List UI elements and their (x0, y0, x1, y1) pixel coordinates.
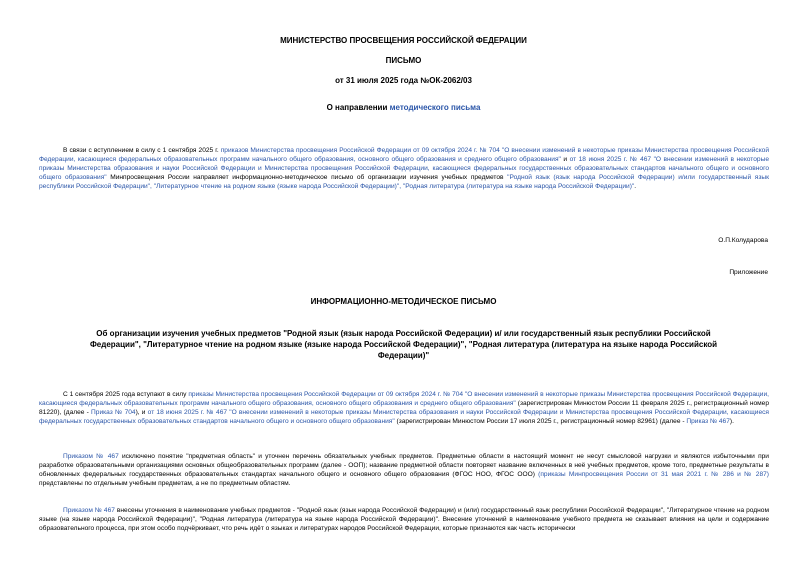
p1-order-704-link[interactable]: приказы Министерства просвещения Российской Федерации от 09 октября 2024 г. № 704 "О внесении изменений в некоторые приказы Министерства просвещения Российской Федерации, касающиеся федеральных образовательных программ начального общего образования, основного общего образования и среднего общего образования" (39, 391, 769, 407)
intro-text-1: В связи с вступлением в силу с 1 сентября 2025 г. (63, 147, 221, 154)
intro-text-3: Минпросвещения России направляет информационно-методическое письмо об организации изучения учебных предметов (106, 174, 508, 181)
p2-orders-286-287-link[interactable]: (приказы Минпросвещения России от 31 мая 2021 г. № 286 и № 287) (538, 471, 769, 478)
doc-type-heading: ПИСЬМО (385, 56, 422, 65)
order-467-link[interactable]: от 18 июня 2025 г. № 467 "О внесении изменений в некоторые приказы Министерства образования и науки Российской Федерации и Министерства просвещения Российской Федерации, касающиеся федеральных государственных образовательных стандартов начального общего и основного общего образования" (39, 156, 769, 181)
ministry-heading: МИНИСТЕРСТВО ПРОСВЕЩЕНИЯ РОССИЙСКОЙ ФЕДЕРАЦИИ (280, 36, 527, 45)
p1-text-1: С 1 сентября 2025 года вступают в силу (63, 391, 189, 398)
p1-order-467-short-link[interactable]: Приказ № 467 (686, 418, 730, 425)
signature: О.П.Колударова (718, 237, 768, 244)
intro-paragraph (39, 146, 769, 191)
p1-text-5: ). (729, 418, 734, 425)
intro-text-2: и (560, 156, 570, 163)
p3-text-1: внесены уточнения в наименование учебных предметов - "Родной язык (язык народа Российской Федерации) и (или) государственный язык республики Российской Федерации", "Литературное чтение на родном языке (на языке народа Российской Федерации)", "Родная литература (литература на языке народа Российской Федерации)". Внесение уточнений в наименование учебного предмета не сказывает влияния на цели и содержание образовательного процесса, при этом особо подчёркивает, что речь идёт о языках и литературах народов Российской Федерации, которые признаются как часть исторически (39, 507, 769, 532)
order-704-link[interactable]: приказов Министерства просвещения Российской Федерации от 09 октября 2024 г. № 704 "О внесении изменений в некоторые приказы Министерства просвещения Российской Федерации, касающиеся федеральных образовательных программ начального общего образования, основного общего образования и среднего общего образования" (39, 147, 770, 163)
letter-title: ИНФОРМАЦИОННО-МЕТОДИЧЕСКОЕ ПИСЬМО (310, 297, 497, 306)
subjects-link[interactable]: "Родной язык (язык народа Российской Федерации) и/или государственный язык республики Российской Федерации", "Литературное чтение на родном языке (языке народа Российской Федерации)", "Родная литература (литература на языке народа Российской Федерации)" (39, 174, 769, 190)
paragraph-2 (39, 452, 769, 488)
appendix-label: Приложение (729, 269, 768, 276)
p2-text-1: исключено понятие "предметная область" и уточнен перечень обязательных учебных предметов. Предметные области в настоящий момент не несут смысловой нагрузки и являются избыточными при разработке образовательными организациями основных общеобразовательных программ (далее - ООП); название предметной области повторяет название включенных в неё учебных предметов, кроме того, предметные результаты в обновленных федеральных государственных образовательных стандартах начального общего и основного общего образования (ФГОС НОО, ФГОС ООО) (39, 453, 769, 478)
letter-subject: Об организации изучения учебных предметов "Родной язык (язык народа Российской Федерации) и/ или государственный язык республики Российской Федерации", "Литературное чтение на родном языке (языке народа Российской Федерации)", "Родная литература (литература на языке народа Российской Федерации)" (89, 329, 718, 360)
p3-order-467-link[interactable]: Приказом № 467 (63, 507, 115, 514)
subject-prefix: О направлении (326, 103, 390, 112)
p1-text-3: ), и (135, 409, 148, 416)
subject-link[interactable]: методического письма (389, 103, 481, 112)
p1-order-467-link[interactable]: от 18 июня 2025 г. № 467 "О внесении изменений в некоторые приказы Министерства образования и науки Российской Федерации и Министерства просвещения Российской Федерации, касающиеся федеральных государственных образовательных стандартов начального общего и основного общего образования" (39, 409, 770, 425)
p1-text-4: (зарегистрирован Минюстом России 17 июля 2025 г., регистрационный номер 82961) (далее - (394, 418, 687, 425)
paragraph-3 (39, 506, 769, 533)
paragraph-1 (39, 390, 769, 426)
doc-subject (0, 103, 807, 113)
p2-text-2: представлены по отдельным учебным предметам, а не по предметным областям. (39, 480, 291, 487)
p1-text-2: (зарегистрирован Минюстом России 11 февраля 2025 г., регистрационный номер 81220), (далее - (39, 400, 769, 416)
p2-order-467-link[interactable]: Приказом № 467 (63, 453, 119, 460)
doc-date-number: от 31 июля 2025 года №ОК-2062/03 (335, 76, 472, 85)
p1-order-704-short-link[interactable]: Приказ № 704 (91, 409, 136, 416)
intro-text-4: . (634, 183, 637, 190)
